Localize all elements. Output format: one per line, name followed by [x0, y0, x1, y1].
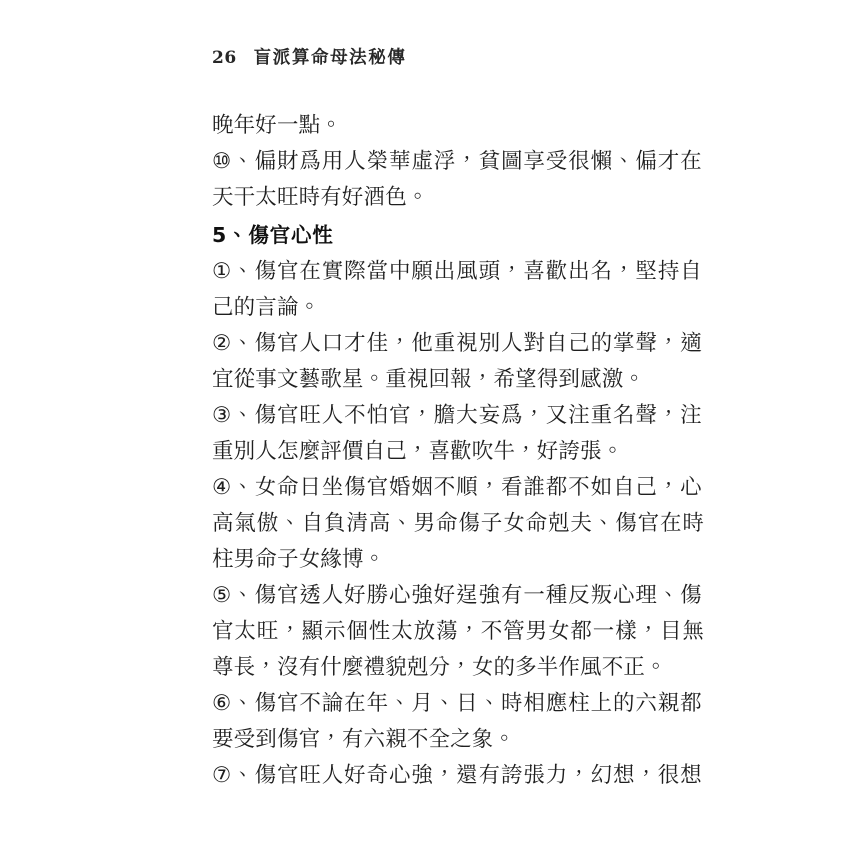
running-header [212, 44, 642, 70]
page-number: 26 [212, 48, 237, 68]
text-line: 官太旺，顯示個性太放蕩，不管男女都一樣，目無 [212, 619, 705, 644]
text-line: 天干太旺時有好酒色。 [212, 185, 429, 210]
list-item-line: ①、傷官在實際當中願出風頭，喜歡出名，堅持自 [212, 259, 703, 284]
text-line: 己的言論。 [212, 295, 321, 320]
text-line: 柱男命子女緣博。 [212, 547, 386, 572]
text-line: 尊長，沒有什麼禮貌剋分，女的多半作風不正。 [212, 655, 667, 680]
list-item-line: ③、傷官旺人不怕官，膽大妄爲，又注重名聲，注 [212, 403, 703, 428]
section-heading: 5、傷官心性 [212, 223, 334, 247]
list-item-line: ⑦、傷官旺人好奇心強，還有誇張力，幻想，很想 [212, 763, 703, 788]
list-item-line: ⑥、傷官不論在年、月、日、時相應柱上的六親都 [212, 691, 703, 716]
text-line: 宜從事文藝歌星。重視回報，希望得到感激。 [212, 367, 646, 392]
list-item-line: ⑩、偏財爲用人榮華虛浮，貧圖享受很懶、偏才在 [212, 149, 703, 174]
text-line: 重別人怎麼評價自己，喜歡吹牛，好誇張。 [212, 439, 624, 464]
book-title: 盲派算命母法秘傳 [253, 48, 407, 68]
text-line: 要受到傷官，有六親不全之象。 [212, 727, 516, 752]
body-text-block [212, 108, 705, 794]
text-line: 高氣傲、自負清高、男命傷子女命剋夫、傷官在時 [212, 511, 705, 536]
list-item-line: ④、女命日坐傷官婚姻不順，看誰都不如自己，心 [212, 475, 703, 500]
list-item-line: ⑤、傷官透人好勝心強好逞強有一種反叛心理、傷 [212, 583, 703, 608]
text-line: 晚年好一點。 [212, 113, 342, 138]
list-item-line: ②、傷官人口才佳，他重視別人對自己的掌聲，適 [212, 331, 703, 356]
